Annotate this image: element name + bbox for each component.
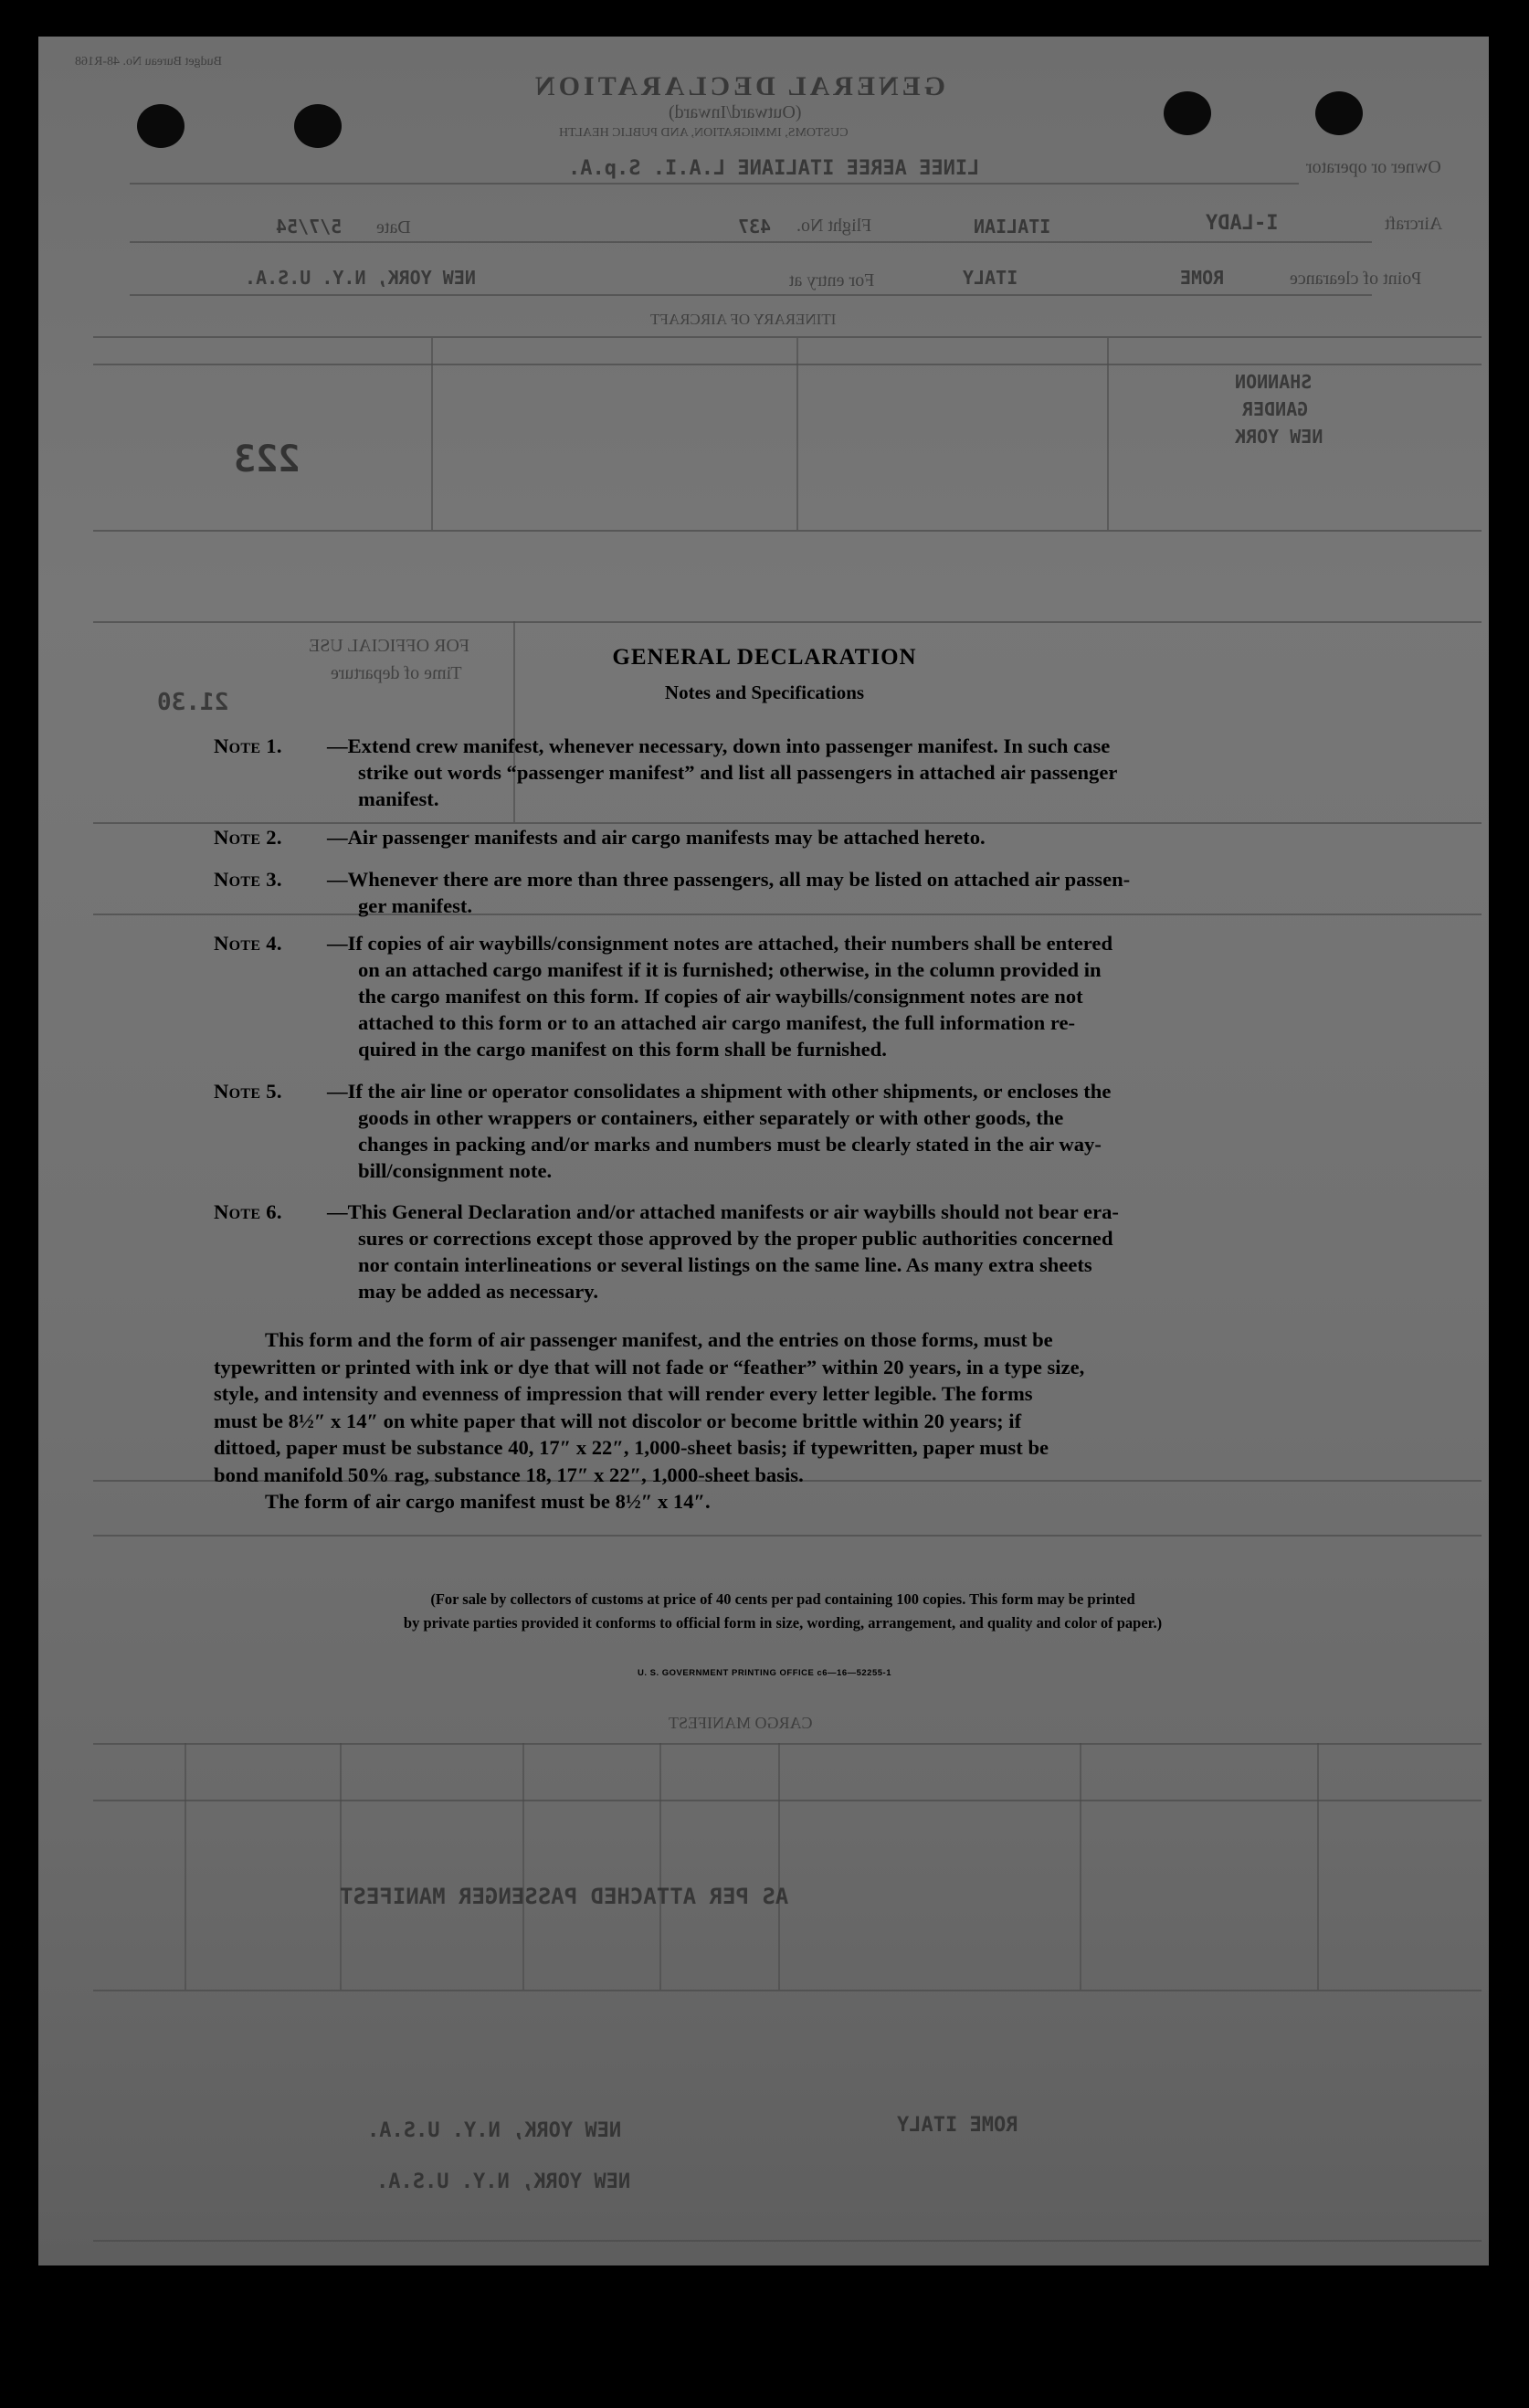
rule [659, 1743, 661, 1990]
rule [340, 1743, 342, 1990]
rule [522, 1743, 524, 1990]
note-line: goods in other wrappers or containers, either separately or with other goods, the [358, 1106, 1064, 1129]
flight-label-ghost: Flight No. [796, 216, 872, 236]
entry-label-ghost: For entry at [789, 270, 875, 290]
date-label-ghost: Date [376, 217, 411, 238]
note-line: —Extend crew manifest, whenever necessary, down into passenger manifest. In such case [327, 734, 1111, 757]
aircraft-value-ghost: I-LADY [1206, 212, 1279, 235]
sale-line: by private parties provided it conforms to official form in size, wording, arrangement, and quality and color of paper.) [403, 1614, 1163, 1632]
punch-hole [294, 104, 342, 148]
owner-label-ghost: Owner or operator [1306, 157, 1441, 177]
note-6 [214, 1199, 1352, 1304]
note-4 [214, 930, 1352, 1062]
printing-office-line: U. S. GOVERNMENT PRINTING OFFICE c6—16—52255-1 [638, 1668, 891, 1678]
cargo-manifest-ghost: CARGO MANIFEST [669, 1714, 813, 1732]
time-value-ghost: 21.30 [157, 689, 229, 716]
note-line: sures or corrections except those approved by the proper public authorities concerned [358, 1227, 1113, 1250]
note-line: strike out words “passenger manifest” and list all passengers in attached air passenger [358, 761, 1118, 784]
note-label: Note 2. [214, 826, 282, 849]
stamp-number-ghost: 223 [234, 438, 301, 481]
owner-value-ghost: LINEE AEREE ITALIANE L.A.I. S.p.A. [568, 157, 980, 180]
nationality-ghost: ITALIAN [974, 216, 1051, 238]
paragraph-line: must be 8½″ x 14″ on white paper that will not discolor or become brittle within 20 years; if [214, 1409, 1022, 1432]
rule [1317, 1743, 1319, 1990]
rule [1107, 338, 1109, 530]
clearance-value-ghost: ROME [1180, 267, 1225, 289]
rule [93, 1535, 1482, 1537]
note-line: —Air passenger manifests and air cargo manifests may be attached hereto. [327, 826, 986, 849]
paragraph-line: This form and the form of air passenger manifest, and the entries on those forms, must be [265, 1328, 1053, 1351]
paragraph-line: bond manifold 50% rag, substance 18, 17″ x 22″, 1,000-sheet basis. [214, 1463, 804, 1486]
embarked-ghost: ROME ITALY [897, 2114, 1018, 2137]
sale-line: (For sale by collectors of customs at price of 40 cents per pad containing 100 copies. This form may be printed [430, 1590, 1135, 1608]
date-value-ghost: 5/7/54 [276, 216, 343, 238]
paragraph-line: style, and intensity and evenness of impression that will render every letter legible. The forms [214, 1382, 1033, 1405]
official-use-ghost: FOR OFFICIAL USE [309, 636, 469, 656]
rule [796, 338, 798, 530]
flight-value-ghost: 437 [738, 216, 772, 238]
rule [93, 336, 1482, 338]
rule [93, 2240, 1482, 2242]
punch-hole [137, 104, 185, 148]
budget-bureau-ghost: Budget Bureau No. 48-R168 [75, 55, 222, 69]
rule [93, 1743, 1482, 1745]
rule [93, 1990, 1482, 1991]
time-departure-ghost: Time of departure [331, 663, 462, 683]
paragraph-line: typewritten or printed with ink or dye that will not fade or “feather” within 20 years, in a type size, [214, 1355, 1085, 1378]
note-line: changes in packing and/or marks and numbers must be clearly stated in the air way- [358, 1133, 1102, 1156]
rule [130, 294, 1372, 296]
note-line: ger manifest. [358, 894, 473, 917]
punch-hole [1164, 91, 1211, 135]
note-line: bill/consignment note. [358, 1159, 553, 1182]
rule [93, 621, 1482, 623]
note-line: may be added as necessary. [358, 1280, 598, 1303]
note-label: Note 1. [214, 734, 282, 757]
note-line: quired in the cargo manifest on this form shall be furnished. [358, 1038, 887, 1061]
rule [93, 1800, 1482, 1801]
destined-ghost: NEW YORK, N.Y. U.S.A. [367, 2119, 622, 2142]
rule [431, 338, 433, 530]
destined-ghost: NEW YORK, N.Y. U.S.A. [376, 2170, 631, 2193]
clearance-label-ghost: Point of clearance [1290, 269, 1422, 289]
cargo-note-ghost: AS PER ATTACHED PASSENGER MANIFEST [340, 1884, 789, 1909]
note-label: Note 4. [214, 932, 282, 955]
rule [130, 241, 1372, 243]
aircraft-label-ghost: Aircraft [1385, 214, 1443, 234]
note-line: attached to this form or to an attached air cargo manifest, the full information re- [358, 1011, 1076, 1034]
rule [778, 1743, 780, 1990]
airport-ghost: NEW YORK [1235, 426, 1323, 448]
itinerary-label-ghost: ITINERARY OF AIRCRAFT [650, 311, 837, 328]
paragraph-line: The form of air cargo manifest must be 8½″ x 14″. [265, 1490, 711, 1513]
note-line: —Whenever there are more than three passengers, all may be listed on attached air passen- [327, 868, 1131, 891]
note-line: —This General Declaration and/or attached manifests or air waybills should not bear era- [327, 1200, 1119, 1223]
header-agencies-ghost: CUSTOMS, IMMIGRATION, AND PUBLIC HEALTH [559, 126, 849, 140]
note-line: manifest. [358, 787, 439, 810]
sale-notice [214, 1588, 1352, 1635]
note-label: Note 5. [214, 1080, 282, 1103]
header-subtitle-ghost: (Outward/Inward) [669, 102, 802, 122]
note-line: —If copies of air waybills/consignment notes are attached, their numbers shall be entered [327, 932, 1113, 955]
note-5 [214, 1078, 1352, 1184]
paragraph-line: dittoed, paper must be substance 40, 17″ x 22″, 1,000-sheet basis; if typewritten, paper must be [214, 1436, 1049, 1459]
page-title: GENERAL DECLARATION [612, 645, 917, 670]
specification-paragraph [214, 1326, 1352, 1516]
rule [93, 364, 1482, 365]
note-1 [214, 733, 1352, 812]
note-label: Note 3. [214, 868, 282, 891]
airport-ghost: GANDER [1242, 398, 1309, 420]
note-line: nor contain interlineations or several listings on the same line. As many extra sheets [358, 1253, 1092, 1276]
airport-ghost: SHANNON [1235, 371, 1313, 393]
rule [93, 530, 1482, 532]
note-line: the cargo manifest on this form. If copies of air waybills/consignment notes are not [358, 985, 1083, 1008]
page-subtitle: Notes and Specifications [664, 681, 865, 703]
rule [1080, 1743, 1081, 1990]
note-3 [214, 866, 1352, 919]
note-label: Note 6. [214, 1200, 282, 1223]
rule [130, 183, 1299, 185]
country-ghost: ITALY [963, 267, 1018, 289]
punch-hole [1315, 91, 1363, 135]
rule [185, 1743, 186, 1990]
header-title-ghost: GENERAL DECLARATION [532, 71, 946, 101]
note-2 [214, 824, 1352, 850]
note-line: on an attached cargo manifest if it is furnished; otherwise, in the column provided in [358, 958, 1102, 981]
entry-value-ghost: NEW YORK, N.Y. U.S.A. [245, 267, 476, 289]
note-line: —If the air line or operator consolidates a shipment with other shipments, or encloses the [327, 1080, 1112, 1103]
